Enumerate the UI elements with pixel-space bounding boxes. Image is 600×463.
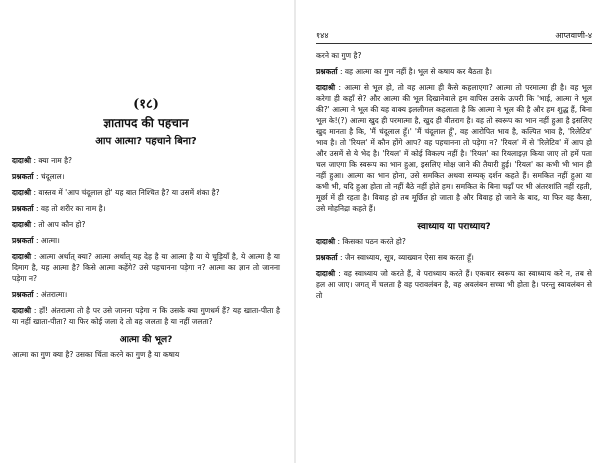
speaker: दादाश्री bbox=[12, 306, 32, 315]
section-heading: स्वाध्याय या पराध्याय? bbox=[417, 222, 491, 232]
dialogue-text: हाँ! अंतरात्मा तो है पर उसे जानना पड़ेगा न कि उसके क्या गुणधर्म हैं? यह खाता-पीता है या नहीं खाता-पीता? या फिर कोई जला दे तो वह जलता है या नहीं जलता? bbox=[12, 306, 280, 326]
speaker: दादाश्री bbox=[316, 83, 336, 92]
chapter-title: ज्ञातापद की पहचान bbox=[103, 116, 189, 130]
chapter-subtitle: आप आत्मा? पहचाने बिना? bbox=[95, 136, 197, 147]
dialogue-text: वह तो शरीर का नाम है। bbox=[40, 204, 106, 213]
speaker: प्रश्नकर्ता bbox=[316, 253, 338, 262]
dialogue-text: वह आत्मा का गुण नहीं है। भूल से कषाय कर बैठता है। bbox=[344, 67, 493, 76]
dialogue: दादाश्री : वह स्वाध्याय जो करते हैं, वे पराध्याय करते हैं। एकबार स्वरूप का स्वाध्याय करे न, तब से हल आ जाए। जगत् में चलता है वह परावलंबन है, वह अवलंबन सच्चा भी होता है। परन्तु स्वावलंबन से तो bbox=[316, 269, 593, 300]
dialogue-text: आत्मा। bbox=[40, 236, 60, 245]
speaker: दादाश्री bbox=[316, 269, 336, 278]
speaker: दादाश्री bbox=[12, 156, 32, 165]
dialogue: प्रश्नकर्ता : अंतरात्मा। bbox=[12, 290, 68, 299]
page-gutter bbox=[294, 0, 296, 463]
page-number: १४४ bbox=[316, 31, 329, 40]
body-text: आत्मा का गुण क्या है? उसका चिंता करने का गुण है या कषाय bbox=[12, 350, 180, 359]
dialogue-text: किसका पठन करते हो? bbox=[342, 237, 406, 246]
dialogue-text: चंदूलाल। bbox=[40, 172, 65, 181]
dialogue-text: जैन स्वाध्याय, सूत्र, व्याख्यान ऐसा सब करता हूँ। bbox=[344, 253, 474, 262]
dialogue: दादाश्री : किसका पठन करते हो? bbox=[316, 237, 406, 246]
dialogue: प्रश्नकर्ता : वह आत्मा का गुण नहीं है। भूल से कषाय कर बैठता है। bbox=[316, 67, 493, 76]
running-title: आप्तवाणी-४ bbox=[555, 31, 592, 40]
dialogue: दादाश्री : आत्मा अर्थात् क्या? आत्मा अर्थात् यह देह है या आत्मा है या ये चूड़ियाँ है, ये आत्मा है या दिमाग है, यह आत्मा है? किसे आत्मा कहेंगे? उसे पहचानना पड़ेगा न? आत्मा का ज्ञान तो जानना पड़ेगा न? bbox=[12, 252, 281, 283]
dialogue: दादाश्री : हाँ! अंतरात्मा तो है पर उसे जानना पड़ेगा न कि उसके क्या गुणधर्म हैं? यह खाता-पीता है या नहीं खाता-पीता? या फिर कोई जला दे तो वह जलता है या नहीं जलता? bbox=[12, 306, 280, 326]
speaker: प्रश्नकर्ता bbox=[316, 67, 338, 76]
chapter-number: (१८) bbox=[133, 97, 159, 112]
speaker: दादाश्री bbox=[12, 188, 32, 197]
dialogue: दादाश्री : क्या नाम है? bbox=[12, 156, 73, 165]
dialogue: दादाश्री : वास्तव में 'आप चंदूलाल हो' यह बात निश्चित है? या उसमें शंका है? bbox=[12, 188, 220, 197]
body-text: करने का गुण है? bbox=[316, 51, 362, 60]
speaker: दादाश्री bbox=[316, 237, 336, 246]
dialogue: दादाश्री : तो आप कौन हो? bbox=[12, 220, 86, 229]
dialogue: प्रश्नकर्ता : आत्मा। bbox=[12, 236, 60, 245]
speaker: प्रश्नकर्ता bbox=[12, 204, 34, 213]
running-header bbox=[316, 26, 592, 44]
dialogue-text: तो आप कौन हो? bbox=[38, 220, 86, 229]
speaker: दादाश्री bbox=[12, 220, 32, 229]
right-page bbox=[300, 0, 600, 463]
speaker: प्रश्नकर्ता bbox=[12, 172, 34, 181]
dialogue-text: आत्मा अर्थात् क्या? आत्मा अर्थात् यह देह है या आत्मा है या ये चूड़ियाँ है, ये आत्मा है या दिमाग है, यह आत्मा है? किसे आत्मा कहेंगे? उसे पहचानना पड़ेगा न? आत्मा का ज्ञान तो जानना पड़ेगा न? bbox=[12, 252, 281, 283]
dialogue: प्रश्नकर्ता : चंदूलाल। bbox=[12, 172, 65, 181]
dialogue-text: अंतरात्मा। bbox=[40, 290, 68, 299]
dialogue-text: वास्तव में 'आप चंदूलाल हो' यह बात निश्चित है? या उसमें शंका है? bbox=[38, 188, 220, 197]
dialogue-text: क्या नाम है? bbox=[38, 156, 73, 165]
dialogue: प्रश्नकर्ता : वह तो शरीर का नाम है। bbox=[12, 204, 106, 213]
speaker: दादाश्री bbox=[12, 252, 32, 261]
dialogue: दादाश्री : आत्मा से भूल हो, तो वह आत्मा ही कैसे कहलाएगा? आत्मा तो परमात्मा ही है। वह भूल करेगा ही कहाँ से? और आत्मा की भूल दिखानेवाले हम वापिस उसके ऊपरी कि 'भाई, आत्मा ने भूल की?' आत्मा ने भूल की यह वाक्य इललीगल कहलाता है कि आत्मा ने भूल की है और हम शुद्ध हैं, बिना भूल के!(?) आत्मा खुद ही परमात्मा है, खुद ही वीतराग है। वह तो स्वरूप का भान नहीं हुआ है इसलिए खुद मानता है कि, 'मैं चंदूलाल हूँ।' 'मैं चंदूलाल हूँ', वह आरोपित भाव है, कल्पित भाव है, 'रिलेटिव' भाव है। तो 'रियल' में कौन होंगे आप? वह पहचानना तो पड़ेगा न? 'रियल' में से 'रिलेटिव' में आप हो और उसमें से ये भेद है। 'रियल' में कोई विकल्प नहीं है। 'रियल' का रियलाइज़ किया जाए तो हमें पता चल जाएगा कि स्वरूप का भान हुआ, इसलिए मोक्ष जाने की तैयारी हुई। 'रियल' का कभी भी भान ही नहीं हुआ। आत्मा का भान होना, उसे समकित अथवा सम्यक् दर्शन कहते हैं। समकित नहीं हुआ या कभी भी, यदि हुआ होता तो नहीं बैठे नहीं होते हम। समकित के बिना चढ़ाँ पर भी अंतरशांति नहीं रहती, मूर्छा में ही रहता है। विवाह हो तब मूर्छित हो जाता है और विवाह हो जाने के बाद, या फिर वह कैसा, उसे मोहनिद्रा कहते हैं। bbox=[316, 83, 592, 213]
dialogue-text: वह स्वाध्याय जो करते हैं, वे पराध्याय करते हैं। एकबार स्वरूप का स्वाध्याय करे न, तब से हल आ जाए। जगत् में चलता है वह परावलंबन है, वह अवलंबन सच्चा भी होता है। परन्तु स्वावलंबन से तो bbox=[316, 269, 593, 300]
speaker: प्रश्नकर्ता bbox=[12, 290, 34, 299]
section-heading: आत्मा की भूल? bbox=[119, 335, 173, 345]
speaker: प्रश्नकर्ता bbox=[12, 236, 34, 245]
dialogue: प्रश्नकर्ता : जैन स्वाध्याय, सूत्र, व्याख्यान ऐसा सब करता हूँ। bbox=[316, 253, 474, 262]
dialogue-text: आत्मा से भूल हो, तो वह आत्मा ही कैसे कहलाएगा? आत्मा तो परमात्मा ही है। वह भूल करेगा ही कहाँ से? और आत्मा की भूल दिखानेवाले हम वापिस उसके ऊपरी कि 'भाई, आत्मा ने भूल की?' आत्मा ने भूल की यह वाक्य इललीगल कहलाता है कि आत्मा ने भूल की है और हम शुद्ध हैं, बिना भूल के!(?) आत्मा खुद ही परमात्मा है, खुद ही वीतराग है। वह तो स्वरूप का भान नहीं हुआ है इसलिए खुद मानता है कि, 'मैं चंदूलाल हूँ।' 'मैं चंदूलाल हूँ', वह आरोपित भाव है, कल्पित भाव है, 'रिलेटिव' भाव है। तो 'रियल' में कौन होंगे आप? वह पहचानना तो पड़ेगा न? 'रियल' में से 'रिलेटिव' में आप हो और उसमें से ये भेद है। 'रियल' में कोई विकल्प नहीं है। 'रियल' का रियलाइज़ किया जाए तो हमें पता चल जाएगा कि स्वरूप का भान हुआ, इसलिए मोक्ष जाने की तैयारी हुई। 'रियल' का कभी भी भान ही नहीं हुआ। आत्मा का भान होना, उसे समकित अथवा सम्यक् दर्शन कहते हैं। समकित नहीं हुआ या कभी भी, यदि हुआ होता तो नहीं बैठे नहीं होते हम। समकित के बिना चढ़ाँ पर भी अंतरशांति नहीं रहती, मूर्छा में ही रहता है। विवाह हो तब मूर्छित हो जाता है और विवाह हो जाने के बाद, या फिर वह कैसा, उसे मोहनिद्रा कहते हैं। bbox=[316, 83, 592, 213]
left-page bbox=[0, 0, 290, 463]
